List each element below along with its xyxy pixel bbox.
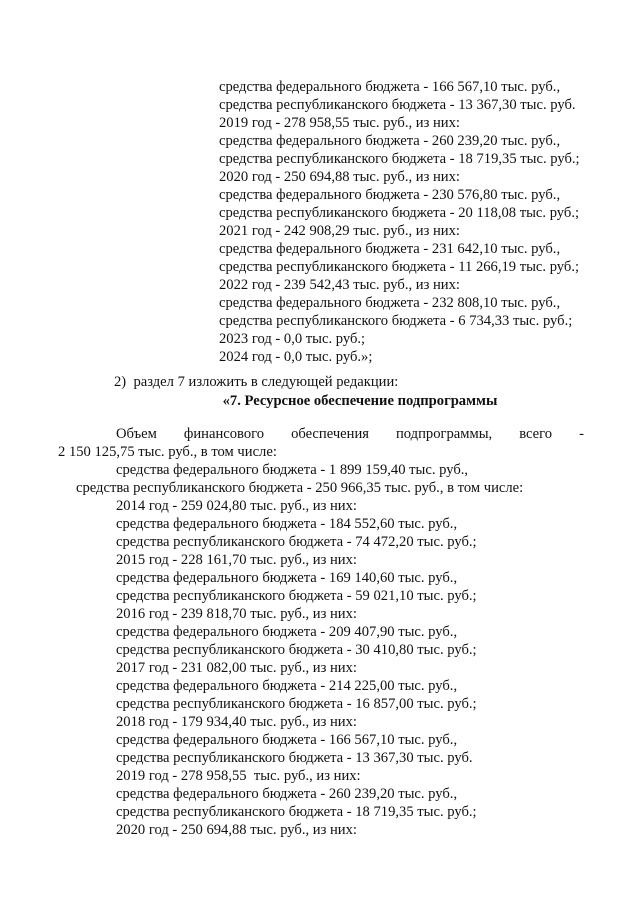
list-line: средства федерального бюджета - 214 225,00 тыс. руб., (116, 678, 458, 694)
list-line: 2018 год - 179 934,40 тыс. руб., из них: (116, 714, 357, 730)
word: финансового (183, 426, 265, 442)
list-line: 2024 год - 0,0 тыс. руб.»; (219, 349, 373, 365)
paragraph-first-line (116, 425, 584, 443)
list-line: средства федерального бюджета - 184 552,60 тыс. руб., (116, 516, 458, 532)
list-line: средства федерального бюджета - 230 576,80 тыс. руб., (219, 187, 561, 203)
word: обеспечения (291, 426, 369, 442)
list-line: 2016 год - 239 818,70 тыс. руб., из них: (116, 606, 357, 622)
list-line: средства федерального бюджета - 232 808,10 тыс. руб., (219, 295, 561, 311)
word: подпрограммы, (396, 426, 493, 442)
list-line: средства федерального бюджета - 166 567,10 тыс. руб., (116, 732, 458, 748)
list-line: средства республиканского бюджета - 18 719,35 тыс. руб.; (116, 804, 477, 820)
list-line: средства федерального бюджета - 231 642,10 тыс. руб., (219, 241, 561, 257)
list-line: 2022 год - 239 542,43 тыс. руб., из них: (219, 277, 460, 293)
word: Объем (116, 426, 157, 442)
federal-total: средства федерального бюджета - 1 899 159,40 тыс. руб., (116, 462, 469, 478)
word: всего (519, 426, 553, 442)
list-line: 2020 год - 250 694,88 тыс. руб., из них: (219, 169, 460, 185)
word: - (579, 426, 584, 442)
list-line: средства республиканского бюджета - 13 367,30 тыс. руб. (116, 750, 473, 766)
list-line: средства федерального бюджета - 260 239,20 тыс. руб., (219, 133, 561, 149)
list-line: средства республиканского бюджета - 11 266,19 тыс. руб.; (219, 259, 580, 275)
list-line: средства республиканского бюджета - 13 367,30 тыс. руб. (219, 97, 576, 113)
list-line: 2021 год - 242 908,29 тыс. руб., из них: (219, 223, 460, 239)
list-line: средства федерального бюджета - 166 567,10 тыс. руб., (219, 79, 561, 95)
list-line: средства республиканского бюджета - 30 410,80 тыс. руб.; (116, 642, 477, 658)
list-line: 2014 год - 259 024,80 тыс. руб., из них: (116, 498, 357, 514)
list-line: средства республиканского бюджета - 16 857,00 тыс. руб.; (116, 696, 477, 712)
paragraph-total: 2 150 125,75 тыс. руб., в том числе: (58, 444, 277, 460)
list-line: 2020 год - 250 694,88 тыс. руб., из них: (116, 822, 357, 838)
section-title: «7. Ресурсное обеспечение подпрограммы (222, 393, 498, 409)
list-line: 2019 год - 278 958,55 тыс. руб., из них: (219, 115, 460, 131)
list-line: средства республиканского бюджета - 18 719,35 тыс. руб.; (219, 151, 580, 167)
republic-total: средства республиканского бюджета - 250 966,35 тыс. руб., в том числе: (76, 480, 524, 496)
list-line: 2017 год - 231 082,00 тыс. руб., из них: (116, 660, 357, 676)
list-line: средства республиканского бюджета - 74 472,20 тыс. руб.; (116, 534, 477, 550)
list-line: средства федерального бюджета - 169 140,60 тыс. руб., (116, 570, 458, 586)
list-line: 2015 год - 228 161,70 тыс. руб., из них: (116, 552, 357, 568)
list-line: средства республиканского бюджета - 20 118,08 тыс. руб.; (219, 205, 580, 221)
list-line: средства республиканского бюджета - 59 021,10 тыс. руб.; (116, 588, 477, 604)
list-line: средства федерального бюджета - 260 239,20 тыс. руб., (116, 786, 458, 802)
list-line: средства федерального бюджета - 209 407,90 тыс. руб., (116, 624, 458, 640)
list-line: 2023 год - 0,0 тыс. руб.; (219, 331, 366, 347)
list-line: средства республиканского бюджета - 6 734,33 тыс. руб.; (219, 313, 573, 329)
list-line: 2019 год - 278 958,55 тыс. руб., из них: (116, 768, 361, 784)
amendment-item: 2) раздел 7 изложить в следующей редакции: (114, 374, 399, 390)
